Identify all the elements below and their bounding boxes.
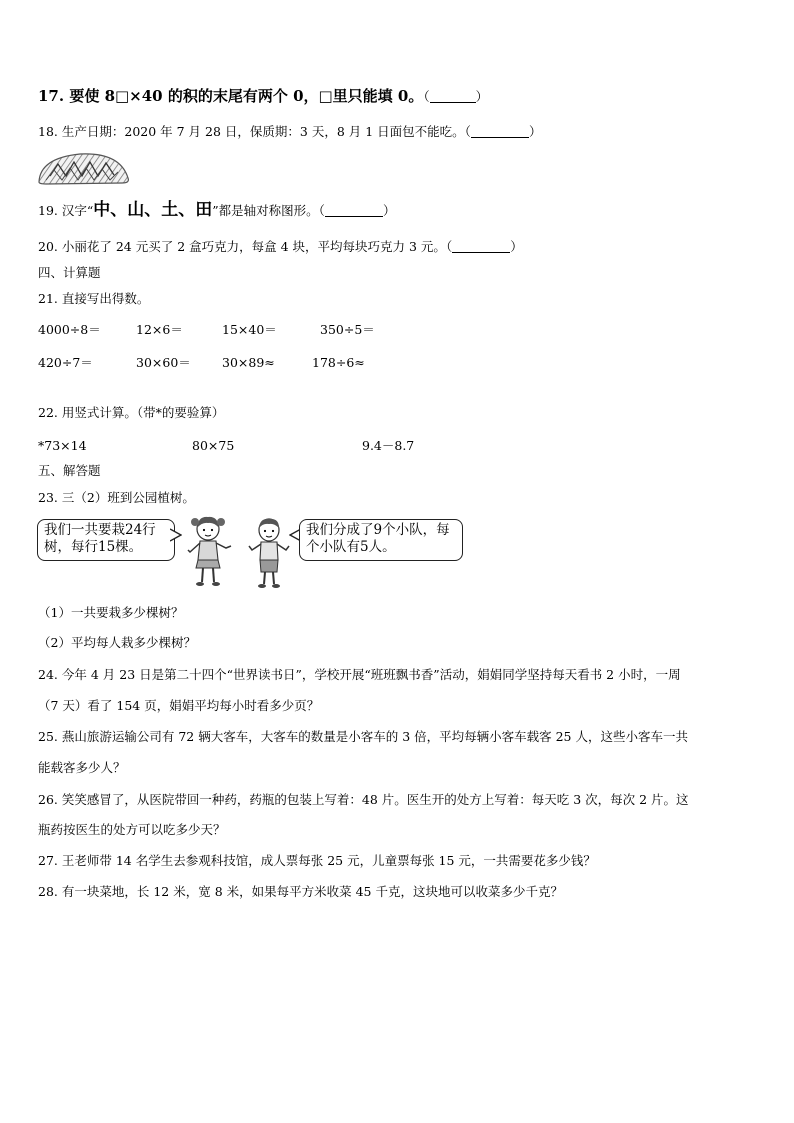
hanzi-characters: 中、山、土、田	[93, 200, 213, 220]
calc-item: 30×89≈	[222, 355, 275, 370]
calc-item: 4000÷8＝	[38, 322, 101, 337]
question-number: 23.	[38, 490, 58, 505]
boy-figure-icon	[246, 516, 292, 590]
calc-item: 15×40＝	[222, 322, 277, 337]
question-number: 19.	[38, 203, 58, 218]
question-20: 20. 小丽花了 24 元买了 2 盒巧克力，每盒 4 块，平均每块巧克力 3 元。（ ）	[38, 239, 523, 254]
question-22	[38, 405, 224, 421]
calc-item: 9.4－8.7	[362, 438, 415, 453]
section-title: 五、解答题	[38, 463, 101, 478]
answer-blank[interactable]	[430, 90, 476, 103]
question-text: 王老师带 14 名学生去参观科技馆，成人票每张 25 元，儿童票每张 15 元，一共需要花多少钱？	[61, 853, 596, 868]
calc-item: 80×75	[192, 438, 235, 453]
question-number: 24.	[38, 667, 58, 682]
question-number: 27.	[38, 853, 58, 868]
calc-item: 350÷5＝	[320, 322, 375, 337]
question-27	[38, 853, 596, 869]
question-17: 17. 要使 8□×40 的积的末尾有两个 0，□里只能填 0。（ ）	[38, 87, 489, 105]
bread-image	[36, 150, 132, 186]
question-26-line2: 瓶药按医生的处方可以吃多少天？	[38, 822, 226, 837]
question-25	[38, 729, 688, 745]
calc-item: 178÷6≈	[312, 355, 365, 370]
question-text: 笑笑感冒了，从医院带回一种药，药瓶的包装上写着：48 片。医生开的处方上写着：每天吃 3 次，每次 2 片。这	[61, 792, 689, 807]
question-number: 22.	[38, 405, 58, 420]
question-28	[38, 884, 563, 900]
question-text: 有一块菜地，长 12 米，宽 8 米，如果每平方米收菜 45 千克，这块地可以收菜多少千克？	[61, 884, 563, 899]
question-text: 三（2）班到公园植树。	[61, 490, 195, 505]
speech-bubble-girl: 我们一共要栽24行树，每行15棵。	[37, 519, 175, 561]
question-number: 28.	[38, 884, 58, 899]
sub-question-2: （2）平均每人栽多少棵树？	[38, 635, 196, 650]
question-26	[38, 792, 689, 808]
question-text: 小丽花了 24 元买了 2 盒巧克力，每盒 4 块，平均每块巧克力 3 元。	[61, 239, 446, 254]
question-text: 直接写出得数。	[61, 291, 150, 306]
sub-question-1: （1）一共要栽多少棵树？	[38, 605, 184, 620]
girl-figure-icon	[184, 514, 236, 590]
answer-blank[interactable]	[452, 240, 510, 253]
calc-item: 420÷7＝	[38, 355, 93, 370]
answer-blank[interactable]	[325, 204, 383, 217]
question-23	[38, 490, 195, 506]
question-text: 用竖式计算。（带*的要验算）	[61, 405, 225, 420]
question-19: 19. 汉字“中、山、土、田”都是轴对称图形。（ ）	[38, 200, 396, 220]
question-number: 18.	[38, 124, 58, 139]
answer-blank[interactable]	[471, 125, 529, 138]
question-24	[38, 667, 681, 683]
question-number: 20.	[38, 239, 58, 254]
calc-item: 30×60＝	[136, 355, 191, 370]
question-text: 今年 4 月 23 日是第二十四个“世界读书日”，学校开展“班班飘书香”活动，娟娟同学坚持每天看书 2 小时，一周	[61, 667, 681, 682]
question-text: 生产日期：2020 年 7 月 28 日，保质期：3 天，8 月 1 日面包不能吃。	[61, 124, 465, 139]
question-25-line2: 能载客多少人？	[38, 760, 126, 775]
question-text: 燕山旅游运输公司有 72 辆大客车，大客车的数量是小客车的 3 倍，平均每辆小客车载客 25 人，这些小客车一共	[61, 729, 688, 744]
section-title: 四、计算题	[38, 265, 101, 280]
bubble-tail-icon	[170, 528, 182, 542]
calc-item: *73×14	[38, 438, 87, 453]
question-24-line2: （7 天）看了 154 页，娟娟平均每小时看多少页？	[38, 698, 320, 713]
speech-bubble-boy: 我们分成了9个小队，每个小队有5人。	[299, 519, 463, 561]
question-number: 26.	[38, 792, 58, 807]
question-number: 17.	[38, 87, 65, 105]
question-21	[38, 291, 149, 307]
question-text: 要使 8□×40 的积的末尾有两个 0，□里只能填 0。	[69, 87, 424, 105]
calc-item: 12×6＝	[136, 322, 183, 337]
question-number: 25.	[38, 729, 58, 744]
question-18: 18. 生产日期：2020 年 7 月 28 日，保质期：3 天，8 月 1 日面包不能吃。（ ）	[38, 124, 542, 139]
question-number: 21.	[38, 291, 58, 306]
